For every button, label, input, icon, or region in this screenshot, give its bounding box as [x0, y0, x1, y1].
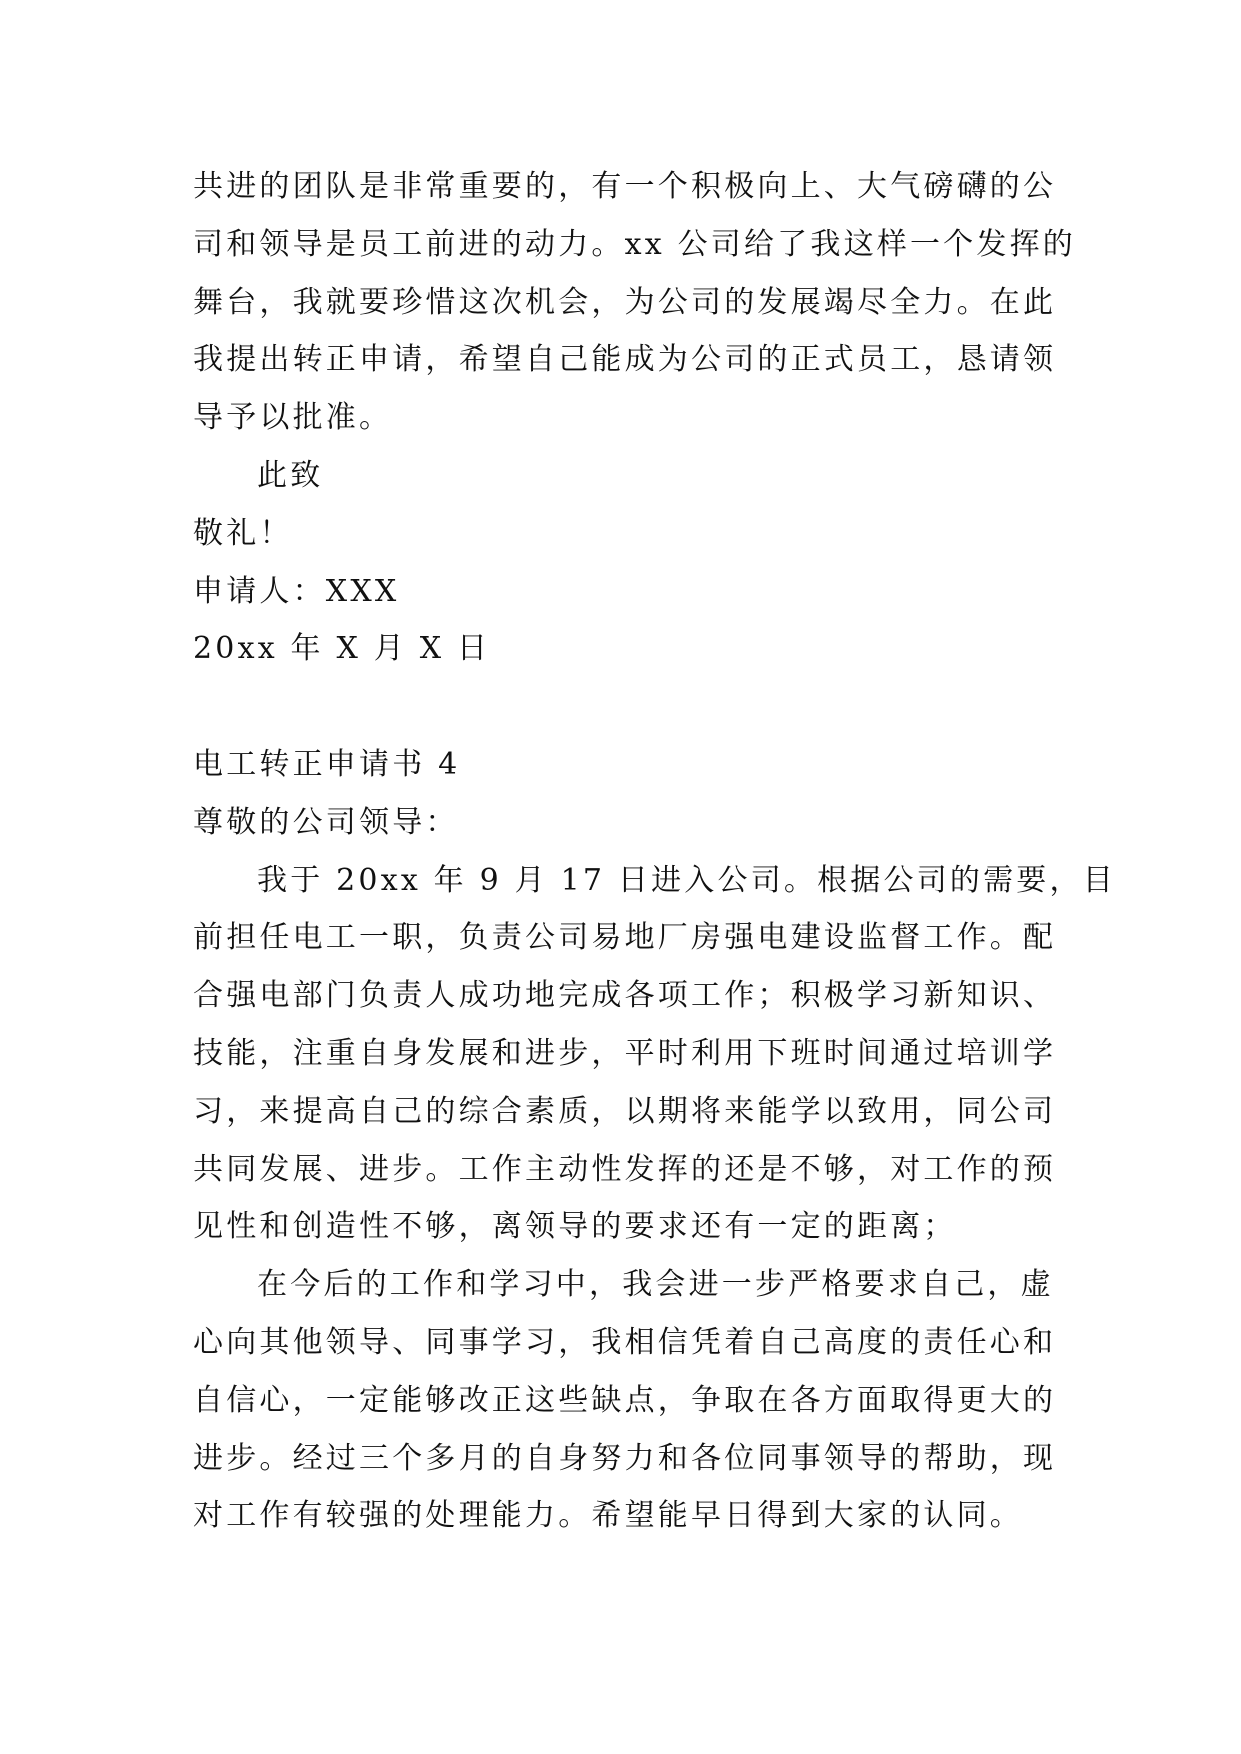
body-line: 共同发展、进步。工作主动性发挥的还是不够，对工作的预 — [193, 1151, 1057, 1187]
body-line: 在今后的工作和学习中，我会进一步严格要求自己，虚 — [257, 1267, 1054, 1303]
body-line: 我提出转正申请，希望自己能成为公司的正式员工，恳请领 — [193, 342, 1057, 378]
body-line: 技能，注重自身发展和进步，平时利用下班时间通过培训学 — [193, 1035, 1057, 1071]
body-line: 自信心，一定能够改正这些缺点，争取在各方面取得更大的 — [193, 1382, 1057, 1418]
document-body — [193, 158, 1116, 1545]
previous-letter-ending — [193, 158, 1076, 678]
body-line: 我于 20xx 年 9 月 17 日进入公司。根据公司的需要，目 — [257, 862, 1116, 898]
section-spacer — [193, 678, 1063, 736]
body-line: 合强电部门负责人成功地完成各项工作；积极学习新知识、 — [193, 978, 1057, 1014]
closing-phrase: 此致 — [257, 457, 324, 493]
body-line: 舞台，我就要珍惜这次机会，为公司的发展竭尽全力。在此 — [193, 284, 1057, 320]
body-line: 习，来提高自己的综合素质，以期将来能学以致用，同公司 — [193, 1093, 1057, 1129]
body-line: 心向其他领导、同事学习，我相信凭着自己高度的责任心和 — [193, 1324, 1057, 1360]
salutation: 敬礼！ — [193, 515, 293, 551]
body-line: 导予以批准。 — [193, 400, 393, 436]
letter-4 — [193, 736, 1116, 1545]
applicant-signature: 申请人：XXX — [193, 573, 400, 609]
body-line: 共进的团队是非常重要的，有一个积极向上、大气磅礴的公 — [193, 169, 1057, 204]
letter-date: 20xx 年 X 月 X 日 — [193, 631, 491, 667]
body-line: 对工作有较强的处理能力。希望能早日得到大家的认同。 — [193, 1498, 1023, 1534]
letter-title: 电工转正申请书 4 — [193, 746, 461, 782]
body-line: 进步。经过三个多月的自身努力和各位同事领导的帮助，现 — [193, 1440, 1057, 1476]
body-line: 见性和创造性不够，离领导的要求还有一定的距离； — [193, 1209, 957, 1245]
paragraph-2 — [193, 1256, 1063, 1545]
letter-greeting: 尊敬的公司领导： — [193, 804, 459, 840]
body-line: 司和领导是员工前进的动力。xx 公司给了我这样一个发挥的 — [193, 226, 1076, 262]
body-line: 前担任电工一职，负责公司易地厂房强电建设监督工作。配 — [193, 920, 1057, 956]
paragraph-1 — [193, 852, 1116, 1257]
